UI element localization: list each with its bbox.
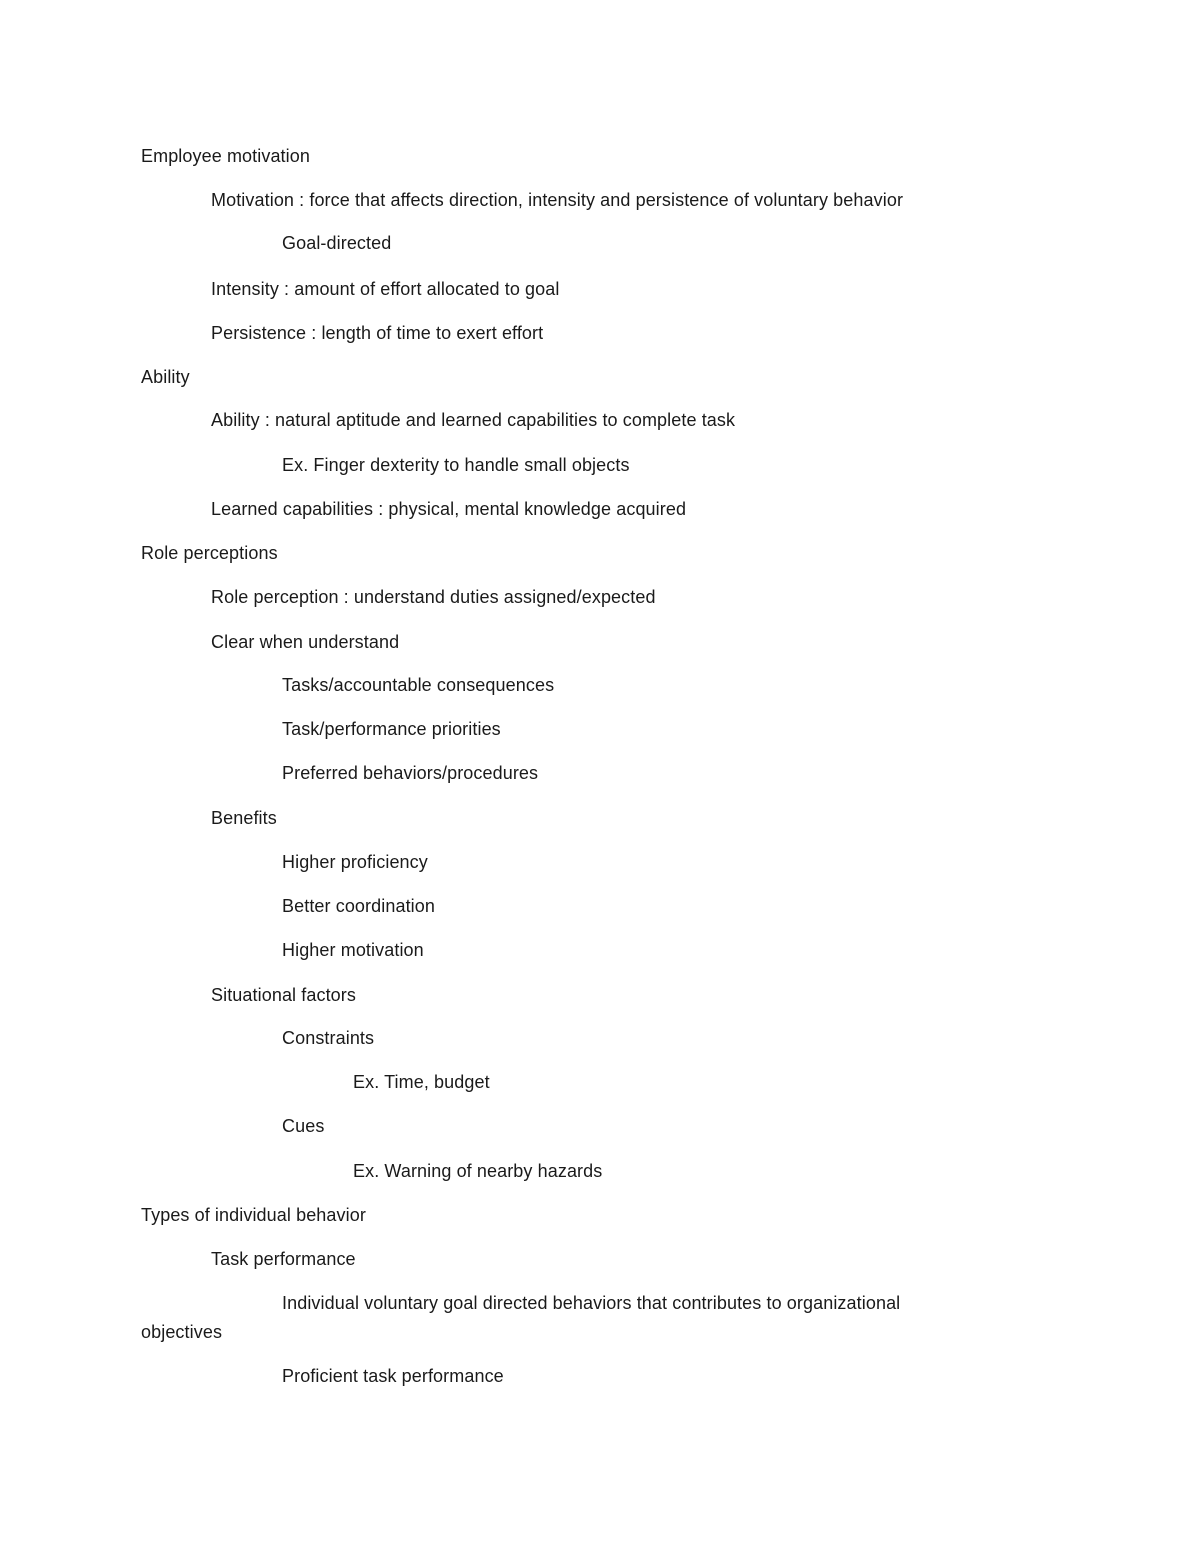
definition-task-performance: Individual voluntary goal directed behaviors that contributes to organizational: [282, 1293, 901, 1313]
definition-learned-capabilities: Learned capabilities : physical, mental knowledge acquired: [211, 499, 687, 519]
note-goal-directed: Goal-directed: [282, 233, 392, 253]
heading-role-perceptions: Role perceptions: [141, 543, 278, 563]
list-item-cues: Cues: [282, 1116, 325, 1136]
list-item-proficient-task-performance: Proficient task performance: [282, 1366, 504, 1386]
subheading-task-performance: Task performance: [211, 1249, 356, 1269]
definition-intensity: Intensity : amount of effort allocated to goal: [211, 279, 560, 299]
list-item-tasks-consequences: Tasks/accountable consequences: [282, 675, 555, 695]
definition-role-perception: Role perception : understand duties assigned/expected: [211, 587, 656, 607]
definition-task-performance-continued: objectives: [141, 1322, 223, 1342]
example-warning-hazards: Ex. Warning of nearby hazards: [353, 1161, 603, 1181]
heading-ability: Ability: [141, 367, 190, 387]
list-item-constraints: Constraints: [282, 1028, 375, 1048]
list-item-higher-motivation: Higher motivation: [282, 940, 424, 960]
heading-employee-motivation: Employee motivation: [141, 146, 310, 166]
example-time-budget: Ex. Time, budget: [353, 1072, 490, 1092]
definition-ability: Ability : natural aptitude and learned capabilities to complete task: [211, 410, 736, 430]
list-item-preferred-behaviors: Preferred behaviors/procedures: [282, 763, 539, 783]
list-item-better-coordination: Better coordination: [282, 896, 435, 916]
list-item-task-priorities: Task/performance priorities: [282, 719, 501, 739]
definition-persistence: Persistence : length of time to exert effort: [211, 323, 544, 343]
subheading-benefits: Benefits: [211, 808, 277, 828]
subheading-clear-when-understand: Clear when understand: [211, 632, 400, 652]
example-finger-dexterity: Ex. Finger dexterity to handle small objects: [282, 455, 630, 475]
list-item-higher-proficiency: Higher proficiency: [282, 852, 428, 872]
definition-motivation: Motivation : force that affects direction, intensity and persistence of voluntary behavior: [211, 190, 904, 210]
heading-types-of-individual-behavior: Types of individual behavior: [141, 1205, 366, 1225]
subheading-situational-factors: Situational factors: [211, 985, 356, 1005]
